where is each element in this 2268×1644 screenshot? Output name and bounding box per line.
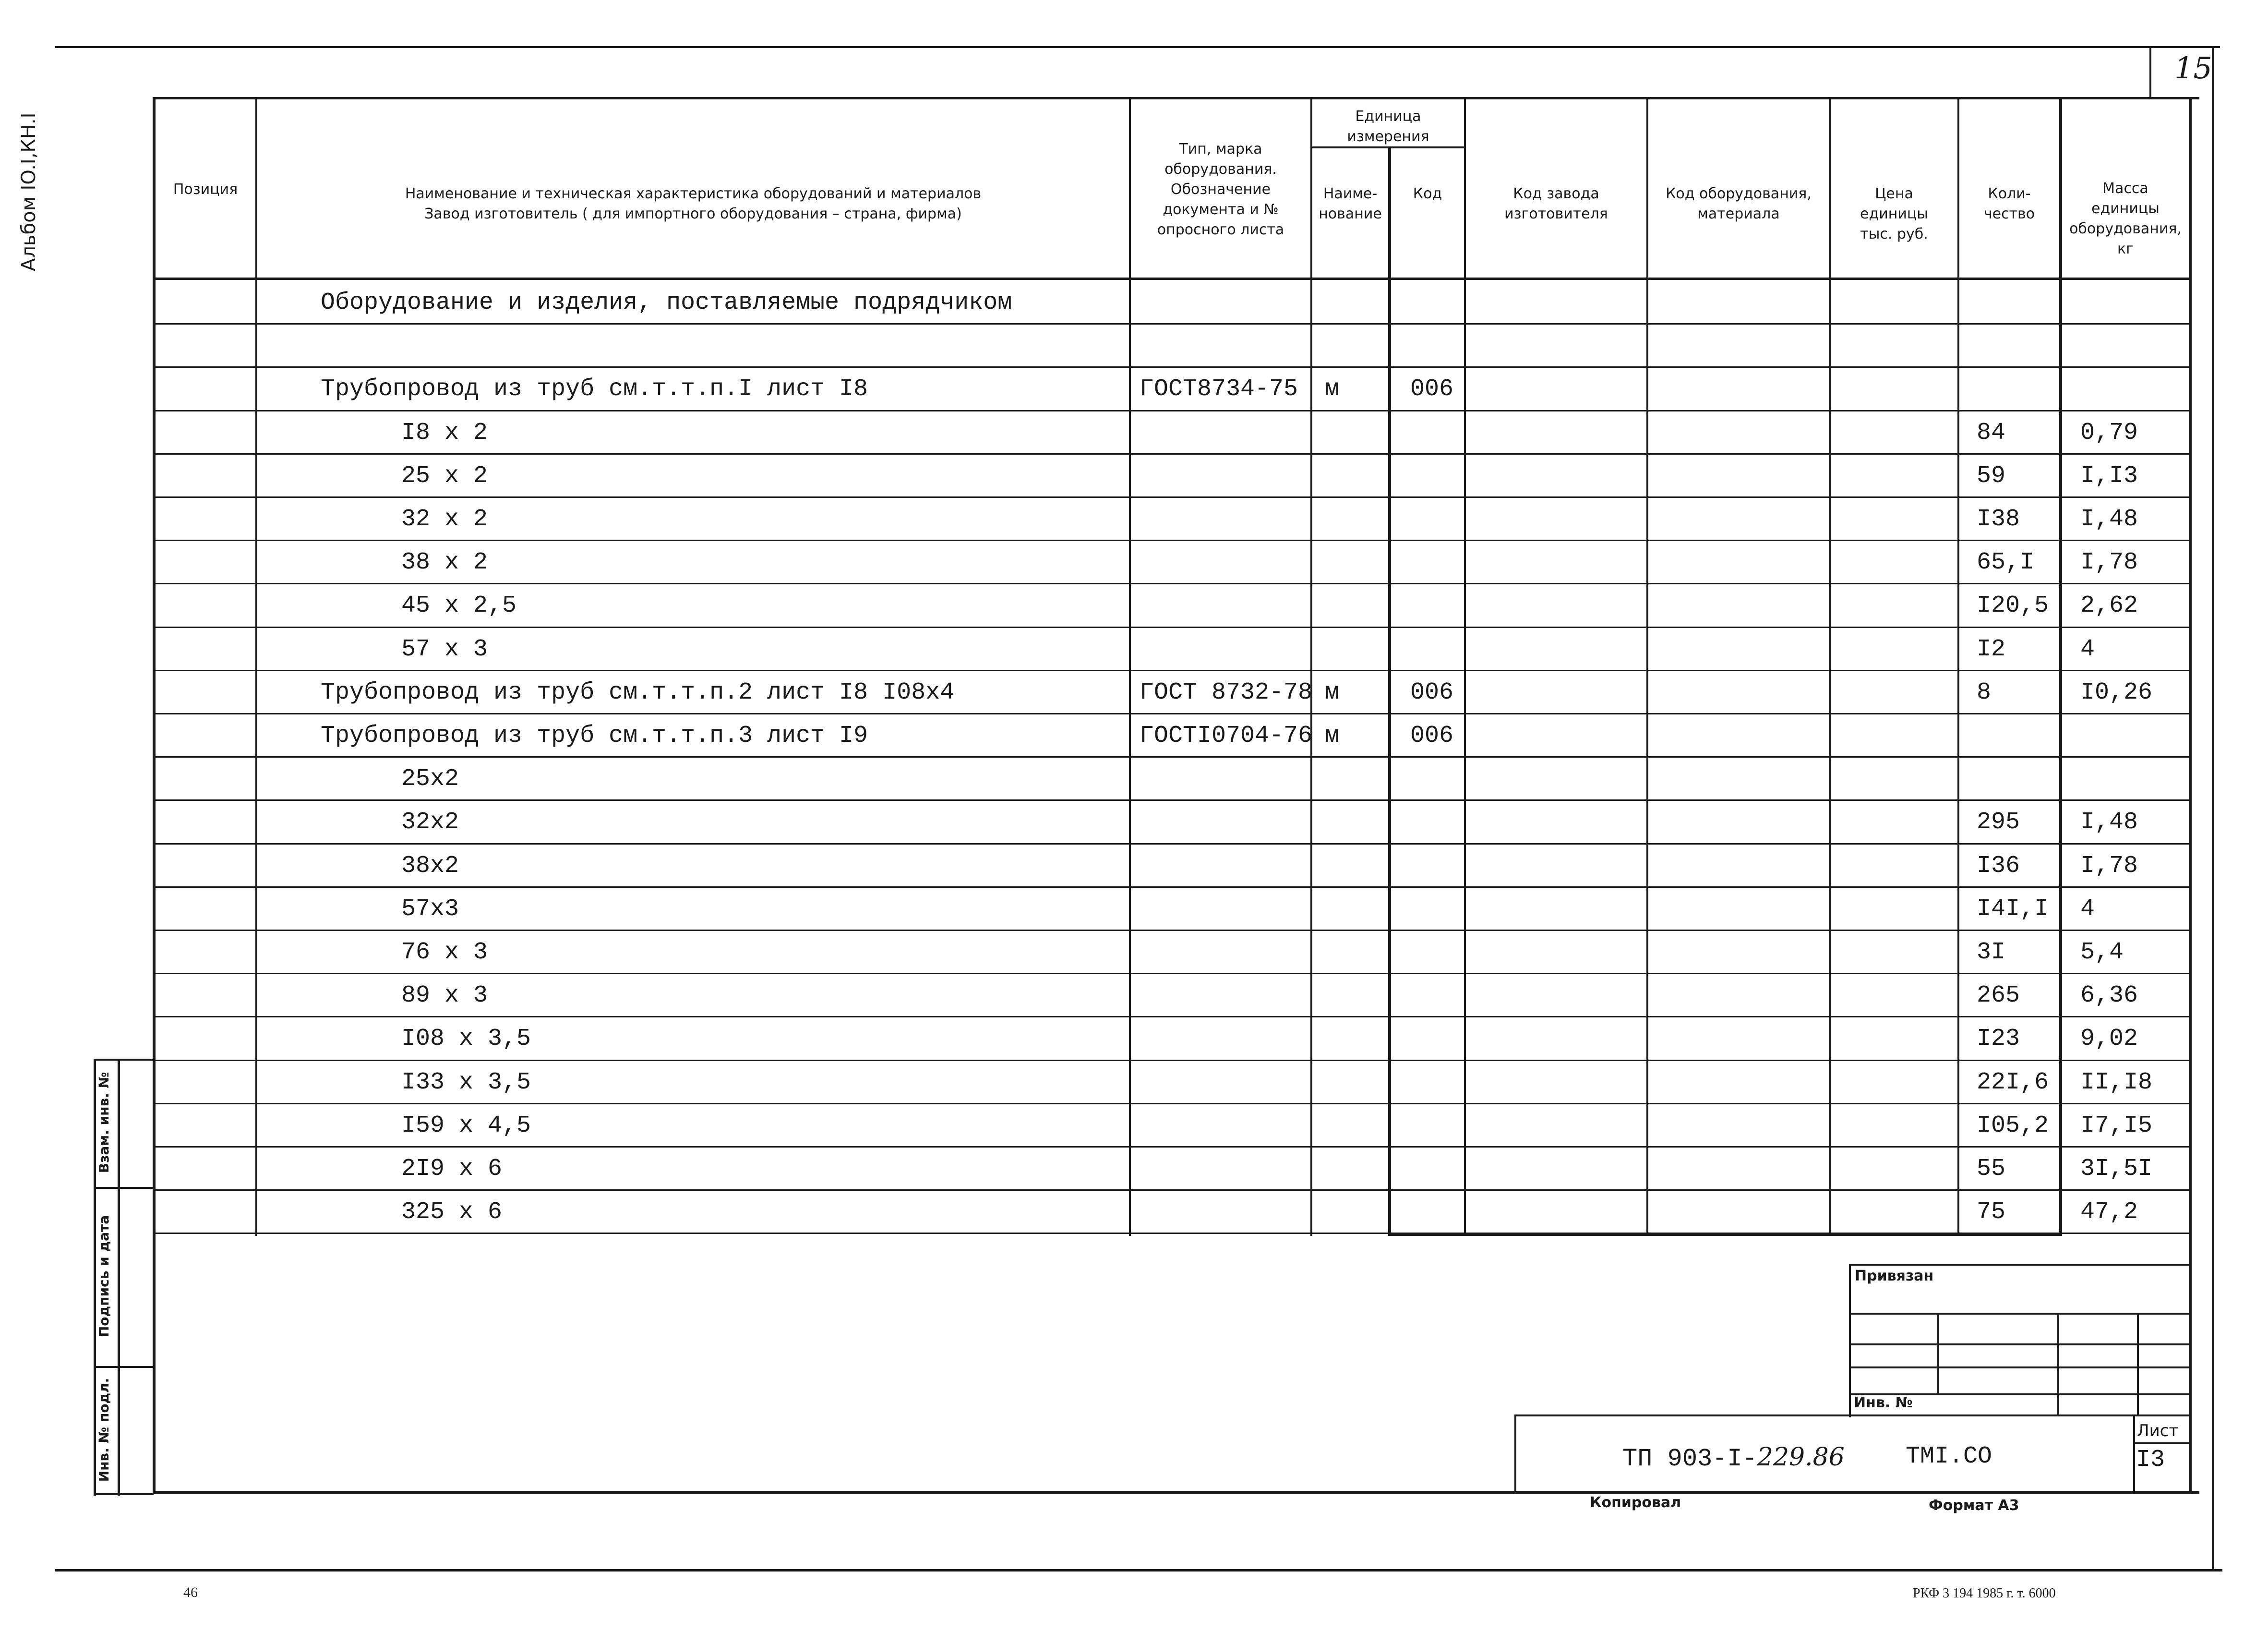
row-separator	[154, 1103, 2191, 1104]
row-mass: I0,26	[2080, 679, 2153, 706]
row-name: I59 x 4,5	[401, 1112, 531, 1139]
row-separator	[154, 756, 2191, 758]
row-name: Оборудование и изделия, поставляемые подрядчиком	[321, 289, 1012, 316]
album-label: Альбом IO.I,КН.I	[18, 112, 40, 271]
stamp-inv-label: Инв. №	[1854, 1394, 1913, 1411]
row-mass: 0,79	[2080, 419, 2138, 447]
row-separator	[154, 1060, 2191, 1061]
header-unit-name: Наиме- нование	[1319, 185, 1382, 222]
row-mass: 5,4	[2080, 939, 2124, 966]
row-quantity: 65,I	[1977, 549, 2035, 576]
table-body-bottom	[1388, 1233, 2062, 1236]
col-line-2	[1129, 97, 1131, 1236]
header-plant-code: Код завода изготовителя	[1504, 185, 1608, 222]
row-mass: I,I3	[2080, 462, 2138, 490]
row-unit: м	[1325, 679, 1340, 706]
header-equipment-code: Код оборудования, материала	[1666, 185, 1812, 222]
row-quantity: I4I,I	[1977, 895, 2049, 923]
row-quantity: 59	[1977, 462, 2006, 490]
row-quantity: I23	[1977, 1025, 2020, 1052]
row-mass: 6,36	[2080, 982, 2138, 1009]
frame-top-outer	[55, 46, 2220, 48]
stamp-vline-1	[1937, 1313, 1939, 1393]
side-stamp-bottom	[94, 1493, 154, 1495]
row-name: I08 x 3,5	[401, 1025, 531, 1052]
doc-code-printed: ТП 903-I-	[1622, 1445, 1757, 1473]
row-separator	[154, 670, 2191, 671]
row-name: 25 x 2	[401, 462, 488, 490]
header-position: Позиция	[173, 181, 238, 198]
sheet-box-left	[2149, 46, 2151, 98]
side-stamp-sign-date: Подпись и дата	[96, 1215, 112, 1338]
header-price: Цена единицы тыс. руб.	[1860, 185, 1928, 242]
code-block-sheet-left	[2133, 1414, 2135, 1494]
row-mass: 9,02	[2080, 1025, 2138, 1052]
row-quantity: 75	[1977, 1198, 2006, 1226]
side-stamp-inv-replace: Взам. инв. №	[96, 1072, 112, 1173]
row-name: 325 x 6	[401, 1198, 503, 1226]
row-mass: I,78	[2080, 852, 2138, 880]
row-separator	[154, 583, 2191, 584]
header-quantity: Коли- чество	[1983, 185, 2035, 222]
row-quantity: I36	[1977, 852, 2020, 880]
row-separator	[154, 799, 2191, 801]
row-quantity: I05,2	[1977, 1112, 2049, 1139]
doc-code-handwritten: 229.86	[1757, 1443, 1845, 1472]
header-unit-group: Единица измерения	[1347, 108, 1429, 145]
row-mass: 4	[2080, 895, 2095, 923]
row-separator	[154, 366, 2191, 368]
row-code: 006	[1410, 722, 1454, 749]
row-separator	[154, 323, 2191, 325]
row-type: ГОСТI0704-76	[1140, 722, 1313, 749]
code-block-sheet-line	[2133, 1442, 2190, 1444]
footer-page-number: 46	[183, 1584, 198, 1600]
row-code: 006	[1410, 679, 1454, 706]
col-line-7	[1829, 97, 1831, 1236]
col-line-3	[1310, 97, 1312, 1236]
row-mass: II,I8	[2080, 1069, 2153, 1096]
row-quantity: I20,5	[1977, 592, 2049, 619]
row-unit: м	[1325, 722, 1340, 749]
footer-printer: РКФ 3 194 1985 г. т. 6000	[1913, 1586, 2056, 1601]
code-block-top	[1514, 1414, 2190, 1416]
row-quantity: 265	[1977, 982, 2020, 1009]
row-name: 89 x 3	[401, 982, 488, 1009]
row-name: 76 x 3	[401, 939, 488, 966]
row-mass: 3I,5I	[2080, 1155, 2153, 1183]
row-separator	[154, 1146, 2191, 1148]
stamp-vline-3	[2137, 1313, 2139, 1414]
row-name: Трубопровод из труб см.т.т.п.3 лист I9	[321, 722, 868, 749]
row-mass: 47,2	[2080, 1198, 2138, 1226]
row-mass: I,78	[2080, 549, 2138, 576]
row-name: Трубопровод из труб см.т.т.п.2 лист I8 I08x4	[321, 679, 955, 706]
header-type: Тип, марка оборудования. Обозначение документа и № опросного листа	[1157, 141, 1284, 238]
side-stamp-mid	[118, 1059, 120, 1496]
row-separator	[154, 713, 2191, 714]
col-line-4	[1388, 146, 1391, 1236]
row-name: 38 x 2	[401, 549, 488, 576]
row-name: 45 x 2,5	[401, 592, 517, 619]
footer-format: Формат А3	[1929, 1497, 2019, 1514]
stamp-vline-2	[2057, 1313, 2059, 1414]
table-bottom-line	[154, 1491, 2199, 1494]
header-name: Наименование и техническая характеристика оборудований и материалов Завод изготовитель ( для импортного оборудования – страна, фирма)	[405, 185, 982, 222]
row-name: 57 x 3	[401, 636, 488, 663]
row-separator	[154, 973, 2191, 974]
stamp-sheet-label: Лист	[2137, 1421, 2179, 1440]
row-quantity: 8	[1977, 679, 1992, 706]
code-block-left	[1514, 1414, 1516, 1494]
row-separator	[154, 886, 2191, 888]
sheet-number-handwritten: 15	[2174, 50, 2212, 85]
row-name: 2I9 x 6	[401, 1155, 503, 1183]
stamp-top	[1849, 1264, 2190, 1266]
row-type: ГОСТ 8732-78	[1140, 679, 1313, 706]
row-name: 32x2	[401, 809, 459, 836]
table-left-line	[153, 97, 156, 1494]
row-quantity: I38	[1977, 506, 2020, 533]
row-separator	[154, 496, 2191, 498]
row-name: Трубопровод из труб см.т.т.п.I лист I8	[321, 375, 868, 403]
row-name: 32 x 2	[401, 506, 488, 533]
row-separator	[154, 540, 2191, 541]
row-mass: I,48	[2080, 506, 2138, 533]
row-unit: м	[1325, 375, 1340, 403]
row-mass: 4	[2080, 636, 2095, 663]
col-line-9	[2059, 97, 2062, 1236]
frame-bottom-outer	[55, 1569, 2222, 1571]
row-quantity: 55	[1977, 1155, 2006, 1183]
header-bottom-line	[154, 278, 2191, 280]
row-mass: I7,I5	[2080, 1112, 2153, 1139]
row-name: I33 x 3,5	[401, 1069, 531, 1096]
row-name: 38x2	[401, 852, 459, 880]
row-name: 25x2	[401, 765, 459, 793]
row-type: ГОСТ8734-75	[1140, 375, 1298, 403]
frame-right-outer	[2212, 46, 2214, 1571]
row-quantity: 84	[1977, 419, 2006, 447]
row-separator	[154, 453, 2191, 455]
col-line-1	[255, 97, 257, 1236]
row-mass: I,48	[2080, 809, 2138, 836]
stamp-bound-label: Привязан	[1855, 1268, 1934, 1284]
row-quantity: I2	[1977, 636, 2006, 663]
stamp-sheet-value: I3	[2136, 1446, 2165, 1474]
header-mass: Масса единицы оборудования, кг	[2069, 180, 2182, 257]
table-right-line	[2189, 97, 2192, 1494]
side-stamp-sep1	[94, 1187, 154, 1189]
footer-copied: Копировал	[1590, 1494, 1681, 1511]
row-quantity: 295	[1977, 809, 2020, 836]
row-separator	[154, 410, 2191, 411]
row-separator	[154, 1189, 2191, 1191]
row-separator	[154, 627, 2191, 628]
row-name: I8 x 2	[401, 419, 488, 447]
row-name: 57x3	[401, 895, 459, 923]
doc-code	[1622, 1443, 1845, 1473]
side-stamp-inv-original: Инв. № подл.	[96, 1378, 112, 1482]
row-code: 006	[1410, 375, 1454, 403]
row-mass: 2,62	[2080, 592, 2138, 619]
table-top-line	[154, 97, 2199, 99]
row-quantity: 3I	[1977, 939, 2006, 966]
doc-suffix: ТМI.СО	[1906, 1443, 1992, 1470]
col-line-5	[1464, 97, 1466, 1236]
col-line-6	[1646, 97, 1648, 1236]
row-quantity: 22I,6	[1977, 1069, 2049, 1096]
header-unit-code: Код	[1413, 185, 1442, 202]
row-separator	[154, 1016, 2191, 1017]
col-line-8	[1957, 97, 1959, 1236]
row-separator	[154, 930, 2191, 931]
row-separator	[154, 843, 2191, 845]
